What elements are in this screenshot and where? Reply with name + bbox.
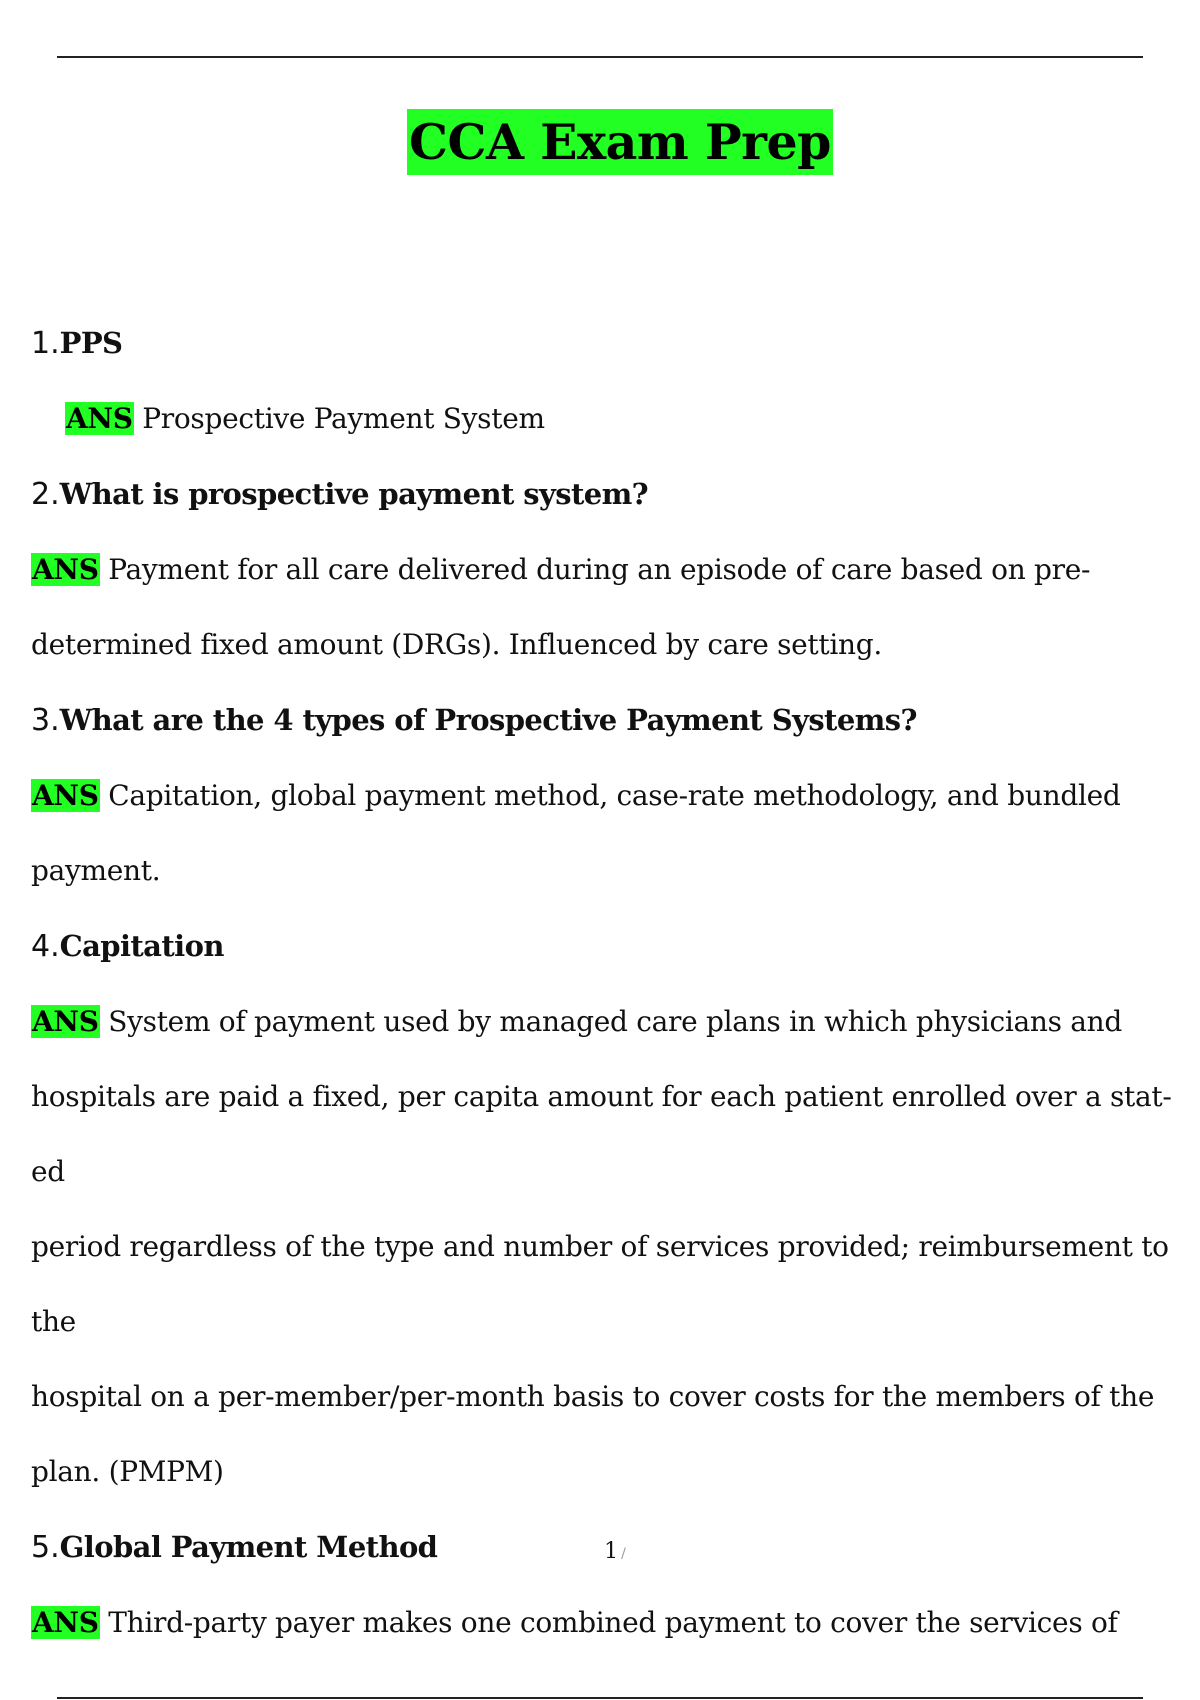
answer-3-line-2: payment.	[31, 854, 161, 887]
question-1	[31, 305, 1200, 381]
question-number: 1.	[31, 326, 60, 361]
top-rule	[57, 56, 1143, 58]
answer-5-line-1	[31, 1585, 1200, 1660]
answer-text: Third-party payer makes one combined payment to cover the services of	[108, 1606, 1118, 1639]
ans-label: ANS	[32, 779, 99, 812]
question-number: 2.	[31, 477, 60, 512]
title-container	[0, 109, 1200, 175]
answer-1	[31, 381, 1200, 456]
ans-label: ANS	[32, 1606, 99, 1639]
answer-4-line-3: period regardless of the type and number of services provided; reimbursement to the	[31, 1230, 1169, 1338]
answer-4-line-1	[31, 984, 1200, 1059]
qa-list	[31, 305, 1200, 1660]
answer-text: Capitation, global payment method, case-rate methodology, and bundled	[108, 779, 1121, 812]
document-title: CCA Exam Prep	[407, 109, 833, 175]
question-2	[31, 456, 1200, 532]
question-number: 3.	[31, 703, 60, 738]
ans-label: ANS	[32, 1005, 99, 1038]
answer-2-line-2: determined fixed amount (DRGs). Influenced by care setting.	[31, 628, 882, 661]
page-number	[0, 1539, 1200, 1564]
answer-3-line-1	[31, 758, 1200, 833]
question-text: What is prospective payment system?	[59, 477, 649, 511]
answer-text: Prospective Payment System	[142, 402, 545, 435]
answer-4-line-4: hospital on a per-member/per-month basis to cover costs for the members of the	[31, 1380, 1155, 1413]
question-text: What are the 4 types of Prospective Payment Systems?	[59, 703, 917, 737]
question-number: 5.	[31, 1530, 60, 1565]
question-text: PPS	[59, 326, 123, 360]
question-text: Global Payment Method	[59, 1530, 438, 1564]
question-4	[31, 908, 1200, 984]
answer-4-line-5: plan. (PMPM)	[31, 1455, 224, 1488]
page-number-value: 1	[604, 1539, 619, 1564]
bottom-rule	[57, 1697, 1143, 1699]
question-text: Capitation	[59, 929, 224, 963]
ans-label: ANS	[66, 402, 133, 435]
question-number: 4.	[31, 929, 60, 964]
question-3	[31, 682, 1200, 758]
page-separator: /	[621, 1546, 626, 1562]
answer-2-line-1	[31, 532, 1200, 607]
ans-label: ANS	[32, 553, 99, 586]
answer-text: System of payment used by managed care plans in which physicians and	[108, 1005, 1123, 1038]
answer-text: Payment for all care delivered during an episode of care based on pre-	[108, 553, 1091, 586]
answer-4-line-2: hospitals are paid a fixed, per capita amount for each patient enrolled over a stat- ed	[31, 1080, 1172, 1188]
